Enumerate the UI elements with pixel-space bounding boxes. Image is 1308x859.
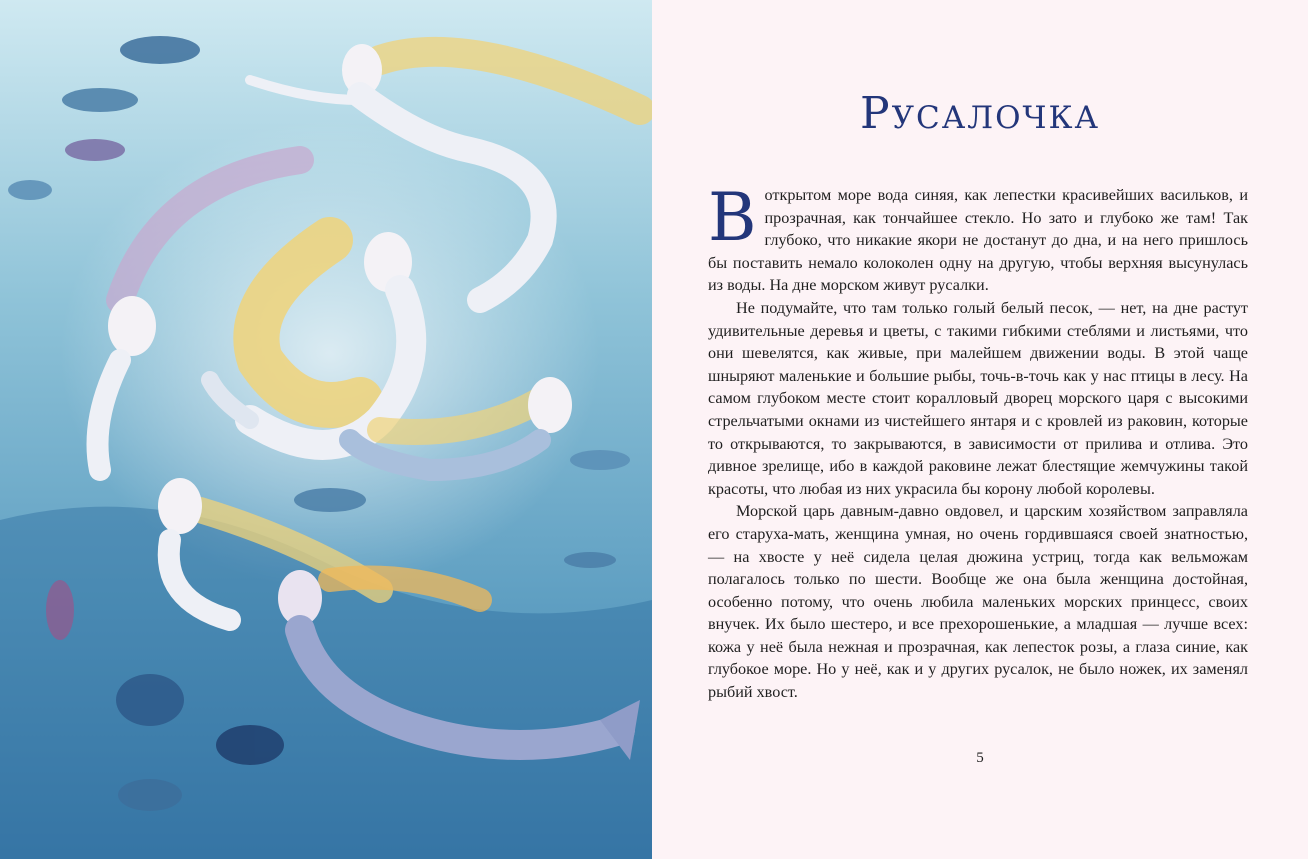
paragraph-2: Не подумайте, что там только голый белый песок, — нет, на дне растут удивительные деревья и цветы, с такими гибкими стеблями и листьями, что они шевелятся, как живые, при малейшем движении воды. В этой чаще шныряют маленькие и большие рыбы, точь-в-точь как у нас птицы в лесу. На самом глубоком месте стоит коралловый дворец морского царя с высокими стрельчатыми окнами из чистейшего янтаря и с кровлей из раковин, которые то открываются, то закрываются, в зависимости от прилива и отлива. Это дивное зрелище, ибо в каждой раковине лежат блестящие жемчужины такой красоты, что любая из них украсила бы корону любой королевы. <box>708 298 1248 498</box>
paragraph-3: Морской царь давным-давно овдовел, и царским хозяйством заправляла его старуха-мать, женщина умная, но очень гордившаяся своей знатностью, — на хвосте у неё сидела целая дюжина устриц, тогда как вельможам полагалось только по шести. Вообще же она была женщина достойная, особенно потому, что очень любила маленьких морских принцесс, своих внучек. Их было шестеро, и все прехорошенькие, а младшая — лучше всех: кожа у неё была нежная и прозрачная, как лепесток розы, а глаза синие, как глубокое море. Но у неё, как и у других русалок, не было ножек, их заменял рыбий хвост. <box>708 502 1248 702</box>
drop-cap: В <box>708 179 757 256</box>
mermaids-illustration <box>0 0 652 859</box>
page-title: Русалочка <box>860 88 1100 139</box>
paragraph-1-text: открытом море вода синяя, как лепестки красивейших васильков, и прозрачная, как тончайшее стекло. Но зато и глубоко же там! Так глубоко, что никакие якори не достанут до дна, и на него пришлось бы поставить немало колоколен одну на другую, чтобы верхняя высунулась из воды. На дне морском живут русалки. <box>708 186 1248 295</box>
page-number: 5 <box>976 750 984 766</box>
text-page <box>652 0 1308 859</box>
body-text <box>708 179 1248 704</box>
illustration-page <box>0 0 652 859</box>
paragraph-1 <box>708 179 1248 297</box>
